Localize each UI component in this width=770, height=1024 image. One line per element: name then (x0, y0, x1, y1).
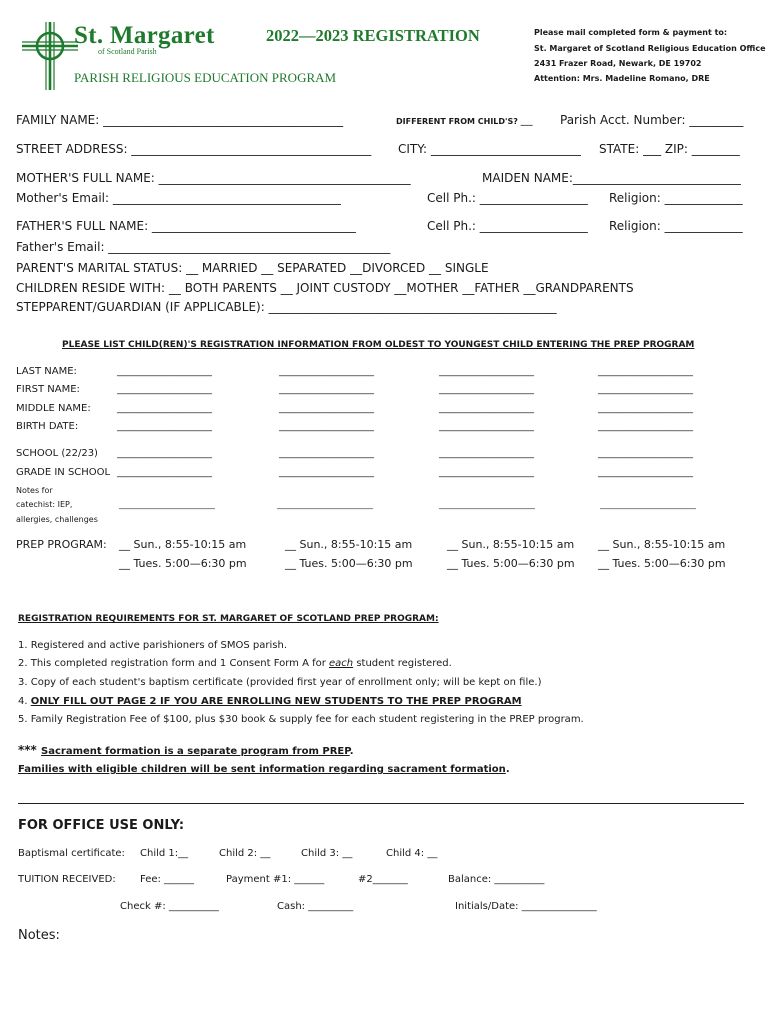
requirement-3: 3. Copy of each student's baptism certificate (provided first year of enrollment only; will be kept on file.) (18, 677, 542, 688)
parish-cross-logo-icon (18, 20, 82, 92)
initials-date-field[interactable]: Initials/Date: _______________ (455, 901, 597, 912)
section-divider (18, 803, 744, 804)
child3-first-name[interactable]: ___________________ (439, 384, 534, 395)
label-birth-date: BIRTH DATE: (16, 421, 79, 432)
father-email-field[interactable]: Father's Email: _______________________________________________ (16, 240, 391, 254)
balance-field[interactable]: Balance: __________ (448, 874, 545, 885)
child4-grade[interactable]: ___________________ (598, 467, 693, 478)
label-notes-1: Notes for (16, 486, 53, 495)
mail-line-4: Attention: Mrs. Madeline Romano, DRE (534, 74, 710, 83)
child3-notes[interactable]: ________________________ (439, 500, 535, 509)
stepparent-guardian-field[interactable]: STEPPARENT/GUARDIAN (IF APPLICABLE): ________________________________________________ (16, 300, 557, 314)
child2-prep-tuesday[interactable]: __ Tues. 5:00—6:30 pm (285, 557, 413, 570)
father-full-name-field[interactable]: FATHER'S FULL NAME: __________________________________ (16, 219, 356, 233)
requirement-4-text: ONLY FILL OUT PAGE 2 IF YOU ARE ENROLLING NEW STUDENTS TO THE PREP PROGRAM (30, 696, 522, 707)
child3-prep-sunday[interactable]: __ Sun., 8:55-10:15 am (447, 538, 575, 551)
office-child1-field[interactable]: Child 1:__ (140, 848, 189, 859)
requirement-2 (18, 658, 452, 669)
child4-birth-date[interactable]: ___________________ (598, 421, 693, 432)
different-from-child-field[interactable]: DIFFERENT FROM CHILD'S? ___ (396, 117, 533, 126)
child1-notes[interactable]: ________________________ (119, 500, 215, 509)
label-middle-name: MIDDLE NAME: (16, 403, 91, 414)
office-child4-field[interactable]: Child 4: __ (386, 848, 438, 859)
child1-school[interactable]: ___________________ (117, 448, 212, 459)
child1-last-name[interactable]: ___________________ (117, 366, 212, 377)
child3-birth-date[interactable]: ___________________ (439, 421, 534, 432)
child2-prep-sunday[interactable]: __ Sun., 8:55-10:15 am (285, 538, 413, 551)
child2-first-name[interactable]: ___________________ (279, 384, 374, 395)
child4-first-name[interactable]: ___________________ (598, 384, 693, 395)
payment1-field[interactable]: Payment #1: ______ (226, 874, 325, 885)
children-reside-with-options[interactable]: CHILDREN RESIDE WITH: __ BOTH PARENTS __ JOINT CUSTODY __MOTHER __FATHER __GRANDPARENTS (16, 281, 634, 295)
parish-account-field[interactable]: Parish Acct. Number: _________ (560, 113, 744, 127)
sacrament-dot: . (349, 746, 354, 757)
office-child3-field[interactable]: Child 3: __ (301, 848, 353, 859)
cash-field[interactable]: Cash: _________ (277, 901, 354, 912)
mother-religion-field[interactable]: Religion: _____________ (609, 191, 743, 205)
city-field[interactable]: CITY: _________________________ (398, 142, 581, 156)
child3-school[interactable]: ___________________ (439, 448, 534, 459)
requirement-5: 5. Family Registration Fee of $100, plus $30 book & supply fee for each student registering in the PREP program. (18, 714, 584, 725)
child4-school[interactable]: ___________________ (598, 448, 693, 459)
maiden-name-field[interactable]: MAIDEN NAME:____________________________ (482, 171, 741, 185)
office-use-heading: FOR OFFICE USE ONLY: (18, 818, 185, 833)
payment2-field[interactable]: #2_______ (358, 874, 408, 885)
child3-middle-name[interactable]: ___________________ (439, 403, 534, 414)
child1-first-name[interactable]: ___________________ (117, 384, 212, 395)
sacrament-note (18, 743, 354, 757)
requirement-4 (18, 696, 522, 707)
requirement-2-text-end: student registered. (353, 658, 452, 669)
marital-status-options[interactable]: PARENT'S MARITAL STATUS: __ MARRIED __ SEPARATED __DIVORCED __ SINGLE (16, 261, 489, 275)
child2-birth-date[interactable]: ___________________ (279, 421, 374, 432)
child2-last-name[interactable]: ___________________ (279, 366, 374, 377)
street-address-field[interactable]: STREET ADDRESS: ________________________________________ (16, 142, 372, 156)
check-number-field[interactable]: Check #: __________ (120, 901, 219, 912)
child1-prep-tuesday[interactable]: __ Tues. 5:00—6:30 pm (119, 557, 247, 570)
baptismal-certificate-label: Baptismal certificate: (18, 848, 125, 859)
child1-birth-date[interactable]: ___________________ (117, 421, 212, 432)
father-cell-field[interactable]: Cell Ph.: __________________ (427, 219, 588, 233)
child4-prep-sunday[interactable]: __ Sun., 8:55-10:15 am (598, 538, 726, 551)
label-prep-program: PREP PROGRAM: (16, 538, 107, 551)
requirement-1: 1. Registered and active parishioners of SMOS parish. (18, 640, 287, 651)
children-section-heading: PLEASE LIST CHILD(REN)'S REGISTRATION INFORMATION FROM OLDEST TO YOUNGEST CHILD ENTERING THE PREP PROGRAM (62, 340, 695, 350)
mother-email-field[interactable]: Mother's Email: ______________________________________ (16, 191, 341, 205)
child1-middle-name[interactable]: ___________________ (117, 403, 212, 414)
label-last-name: LAST NAME: (16, 366, 77, 377)
sacrament-text: Sacrament formation is a separate program from PREP (41, 746, 350, 757)
mail-line-2: St. Margaret of Scotland Religious Education Office (534, 44, 766, 53)
logo-parish-name: St. Margaret (74, 22, 215, 49)
child4-notes[interactable]: ________________________ (600, 500, 696, 509)
office-child2-field[interactable]: Child 2: __ (219, 848, 271, 859)
requirement-4-number: 4. (18, 696, 31, 707)
child1-prep-sunday[interactable]: __ Sun., 8:55-10:15 am (119, 538, 247, 551)
families-text: Families with eligible children will be sent information regarding sacrament formation (18, 764, 506, 775)
requirement-2-text: 2. This completed registration form and 1 Consent Form A for (18, 658, 330, 669)
child3-last-name[interactable]: ___________________ (439, 366, 534, 377)
mail-line-3: 2431 Frazer Road, Newark, DE 19702 (534, 59, 702, 68)
child3-prep-tuesday[interactable]: __ Tues. 5:00—6:30 pm (447, 557, 575, 570)
notes-label: Notes: (18, 928, 60, 943)
child4-last-name[interactable]: ___________________ (598, 366, 693, 377)
sacrament-stars: *** (18, 743, 42, 757)
registration-title: 2022—2023 REGISTRATION (266, 26, 480, 45)
requirements-heading: REGISTRATION REQUIREMENTS FOR ST. MARGARET OF SCOTLAND PREP PROGRAM: (18, 614, 439, 624)
logo-parish-subtitle: of Scotland Parish (98, 47, 157, 56)
child4-middle-name[interactable]: ___________________ (598, 403, 693, 414)
state-zip-field[interactable]: STATE: ___ ZIP: ________ (599, 142, 740, 156)
child3-grade[interactable]: ___________________ (439, 467, 534, 478)
label-grade: GRADE IN SCHOOL (16, 467, 111, 478)
program-title: PARISH RELIGIOUS EDUCATION PROGRAM (74, 70, 337, 85)
families-note (18, 764, 510, 775)
child1-grade[interactable]: ___________________ (117, 467, 212, 478)
tuition-received-label: TUITION RECEIVED: (18, 874, 116, 885)
label-first-name: FIRST NAME: (16, 384, 80, 395)
families-dot: . (505, 764, 510, 775)
father-religion-field[interactable]: Religion: _____________ (609, 219, 743, 233)
family-name-field[interactable]: FAMILY NAME: ________________________________________ (16, 113, 344, 127)
mail-line-1: Please mail completed form & payment to: (534, 28, 728, 37)
requirement-2-emphasis: each (329, 658, 354, 669)
mother-cell-field[interactable]: Cell Ph.: __________________ (427, 191, 588, 205)
label-school: SCHOOL (22/23) (16, 448, 98, 459)
label-notes-2: catechist: IEP, (16, 500, 73, 509)
fee-field[interactable]: Fee: ______ (140, 874, 195, 885)
mother-full-name-field[interactable]: MOTHER'S FULL NAME: __________________________________________ (16, 171, 411, 185)
child2-school[interactable]: ___________________ (279, 448, 374, 459)
label-notes-3: allergies, challenges (16, 515, 98, 524)
child4-prep-tuesday[interactable]: __ Tues. 5:00—6:30 pm (598, 557, 726, 570)
child2-middle-name[interactable]: ___________________ (279, 403, 374, 414)
child2-notes[interactable]: ________________________ (277, 500, 373, 509)
child2-grade[interactable]: ___________________ (279, 467, 374, 478)
